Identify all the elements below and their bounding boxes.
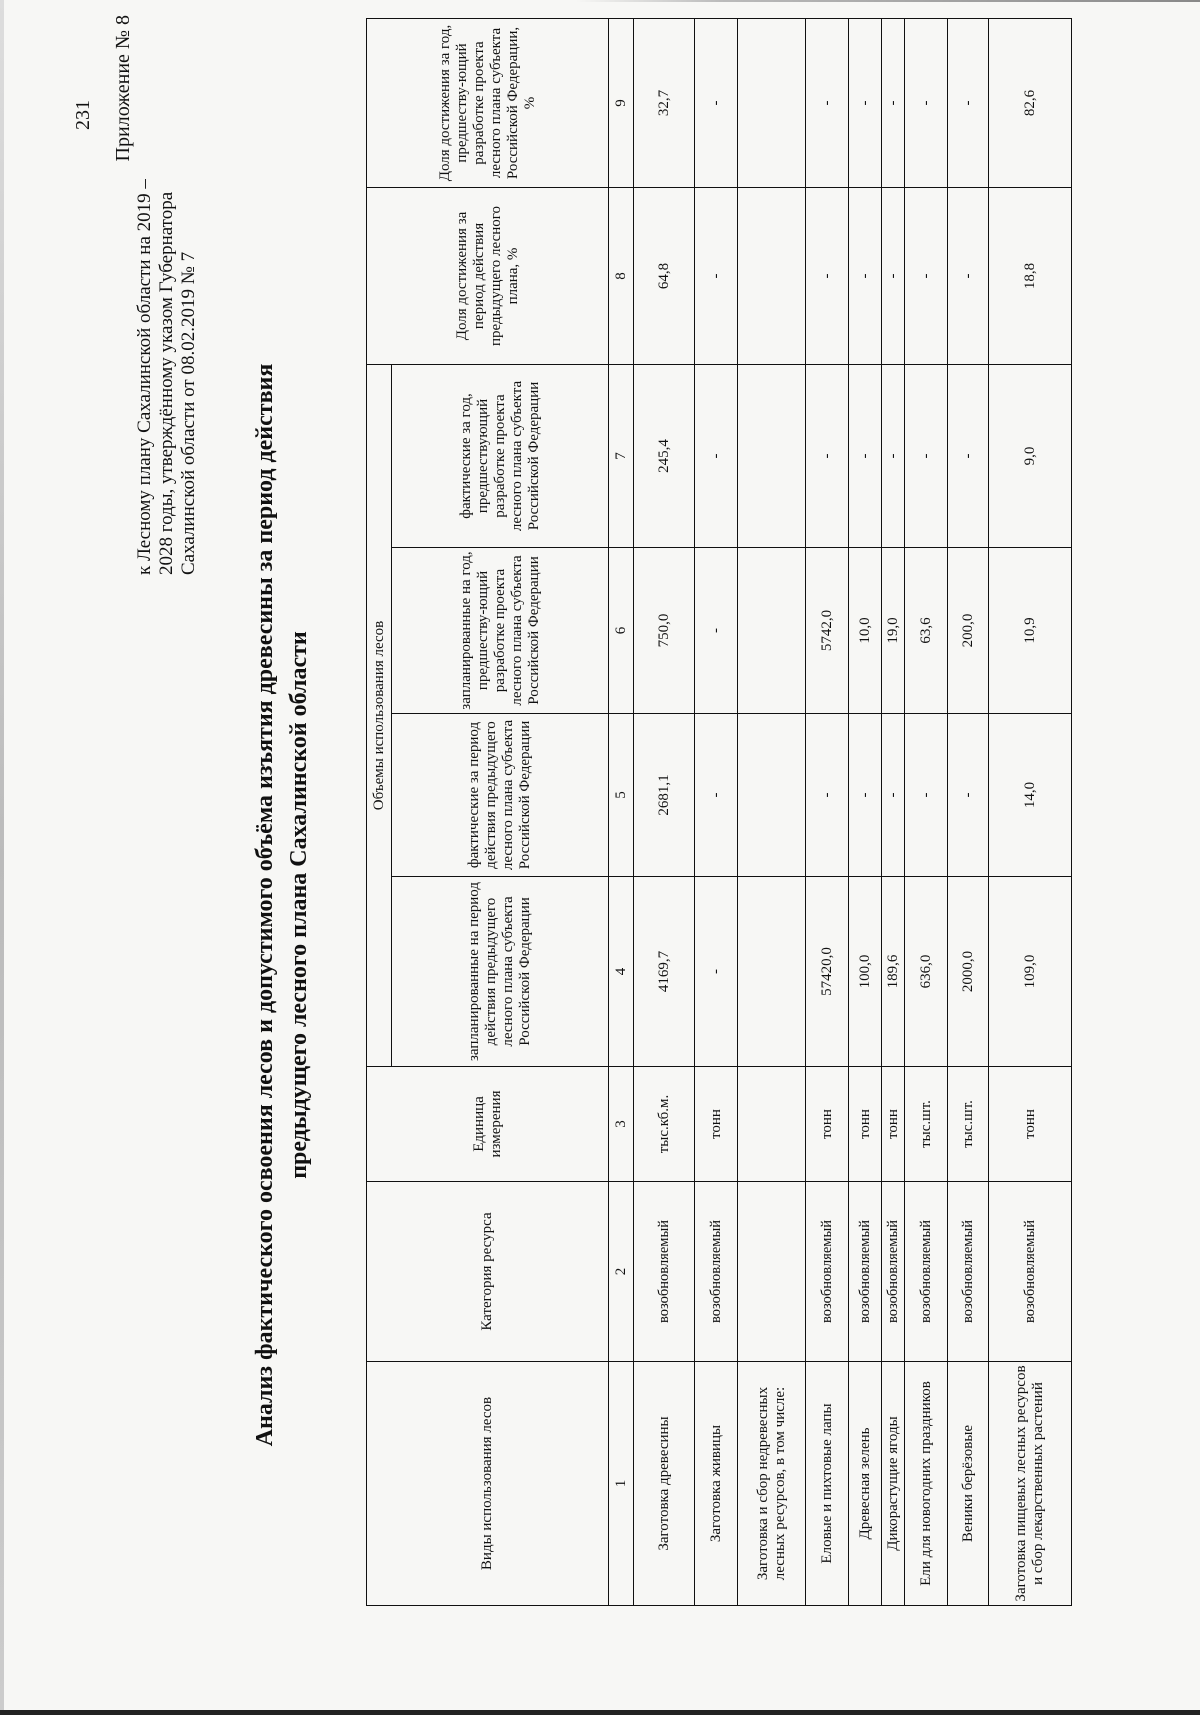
row-value: -: [905, 714, 948, 877]
column-number: 8: [609, 187, 634, 364]
row-value: -: [849, 714, 882, 877]
header-share-period: Доля достижения за период действия предыдущего лесного плана, %: [367, 187, 609, 364]
row-value: 2681,1: [634, 714, 695, 877]
row-unit: тонн: [882, 1067, 905, 1182]
table-row: [634, 18, 695, 1605]
row-value: -: [695, 187, 738, 364]
header-forest-use-type: Виды использования лесов: [367, 1362, 609, 1606]
row-value: -: [948, 714, 989, 877]
column-number: 1: [609, 1362, 634, 1606]
row-forest-use-type: Веники берёзовые: [948, 1362, 989, 1606]
row-value: -: [948, 364, 989, 547]
table-row: [695, 18, 738, 1605]
row-value: -: [806, 714, 849, 877]
column-number: 4: [609, 877, 634, 1067]
row-value: 19,0: [882, 548, 905, 714]
row-resource-category: возобновляемый: [634, 1182, 695, 1362]
row-value: 109,0: [989, 877, 1072, 1067]
row-value: 750,0: [634, 548, 695, 714]
row-value: 245,4: [634, 364, 695, 547]
row-value: -: [806, 18, 849, 187]
column-number: 6: [609, 548, 634, 714]
row-forest-use-type: Заготовка древесины: [634, 1362, 695, 1606]
row-value: -: [695, 364, 738, 547]
row-value: -: [849, 364, 882, 547]
row-value: -: [882, 714, 905, 877]
row-value: 64,8: [634, 187, 695, 364]
header-row: [367, 18, 392, 1605]
table-row: [849, 18, 882, 1605]
row-value: [738, 714, 806, 877]
title-line: предыдущего лесного плана Сахалинской области: [286, 631, 312, 1179]
header-planned-year: запланированные на год, предшеству-ющий разработке проекта лесного плана субъекта Российской Федерации: [392, 548, 609, 714]
row-value: 10,0: [849, 548, 882, 714]
table-row: [738, 18, 806, 1605]
row-unit: тонн: [695, 1067, 738, 1182]
column-number: 3: [609, 1067, 634, 1182]
title-line: Анализ фактического освоения лесов и допустимого объёма изъятия древесины за период действия: [252, 363, 278, 1447]
row-forest-use-type: Дикорастущие ягоды: [882, 1362, 905, 1606]
column-number: 9: [609, 18, 634, 187]
row-resource-category: возобновляемый: [948, 1182, 989, 1362]
header-share-year: Доля достижения за год, предшеству-ющий разработке проекта лесного плана субъекта Российской Федерации, %: [367, 18, 609, 187]
header-planned-period: запланированные на период действия предыдущего лесного плана субъекта Российской Федерации: [392, 877, 609, 1067]
row-unit: тонн: [849, 1067, 882, 1182]
row-resource-category: возобновляемый: [882, 1182, 905, 1362]
row-resource-category: возобновляемый: [989, 1182, 1072, 1362]
appendix-basis-line: 2028 годы, утверждённому указом Губернатора: [156, 191, 177, 575]
row-value: -: [948, 187, 989, 364]
row-value: 5742,0: [806, 548, 849, 714]
row-value: -: [882, 364, 905, 547]
header-volumes-group: Объемы использования лесов: [367, 364, 392, 1066]
header-unit: Единица измерения: [367, 1067, 609, 1182]
row-value: -: [905, 18, 948, 187]
row-value: -: [905, 187, 948, 364]
row-unit: тонн: [989, 1067, 1072, 1182]
row-value: 14,0: [989, 714, 1072, 877]
appendix-basis-line: к Лесному плану Сахалинской области на 2019 –: [134, 179, 155, 575]
row-value: -: [905, 364, 948, 547]
row-resource-category: [738, 1182, 806, 1362]
row-value: 4169,7: [634, 877, 695, 1067]
row-unit: тыс.кб.м.: [634, 1067, 695, 1182]
row-value: -: [882, 18, 905, 187]
row-value: 189,6: [882, 877, 905, 1067]
appendix-basis: [134, 15, 200, 575]
page-number: 231: [72, 100, 94, 130]
row-forest-use-type: Еловые и пихтовые лапы: [806, 1362, 849, 1606]
row-value: -: [695, 877, 738, 1067]
row-value: -: [806, 364, 849, 547]
column-number-row: [609, 18, 634, 1605]
row-value: -: [948, 18, 989, 187]
row-value: -: [806, 187, 849, 364]
row-resource-category: возобновляемый: [849, 1182, 882, 1362]
row-value: 63,6: [905, 548, 948, 714]
row-value: [738, 18, 806, 187]
row-resource-category: возобновляемый: [695, 1182, 738, 1362]
row-value: 2000,0: [948, 877, 989, 1067]
row-unit: тыс.шт.: [948, 1067, 989, 1182]
row-value: 57420,0: [806, 877, 849, 1067]
row-value: 82,6: [989, 18, 1072, 187]
column-number: 5: [609, 714, 634, 877]
row-value: -: [882, 187, 905, 364]
row-value: 18,8: [989, 187, 1072, 364]
header-resource-category: Категория ресурса: [367, 1182, 609, 1362]
row-value: 9,0: [989, 364, 1072, 547]
row-value: -: [695, 18, 738, 187]
row-value: 200,0: [948, 548, 989, 714]
column-number: 7: [609, 364, 634, 547]
table-row: [989, 18, 1072, 1605]
row-value: [738, 548, 806, 714]
row-value: -: [695, 714, 738, 877]
row-value: [738, 364, 806, 547]
row-value: 636,0: [905, 877, 948, 1067]
row-forest-use-type: Заготовка и сбор недревесных лесных ресурсов, в том числе:: [738, 1362, 806, 1606]
appendix-basis-line: Сахалинской области от 08.02.2019 № 7: [178, 251, 199, 575]
row-forest-use-type: Древесная зелень: [849, 1362, 882, 1606]
table-row: [905, 18, 948, 1605]
row-forest-use-type: Ели для новогодних праздников: [905, 1362, 948, 1606]
table-row: [806, 18, 849, 1605]
header-actual-year: фактические за год, предшествующий разработке проекта лесного плана субъекта Российской Федерации: [392, 364, 609, 547]
row-value: [738, 877, 806, 1067]
row-value: [738, 187, 806, 364]
row-value: -: [849, 18, 882, 187]
row-resource-category: возобновляемый: [905, 1182, 948, 1362]
page-title: [248, 195, 316, 1615]
row-forest-use-type: Заготовка пищевых лесных ресурсов и сбор лекарственных растений: [989, 1362, 1072, 1606]
row-value: 10,9: [989, 548, 1072, 714]
row-unit: тыс.шт.: [905, 1067, 948, 1182]
row-value: -: [849, 187, 882, 364]
table-row: [882, 18, 905, 1605]
row-value: 100,0: [849, 877, 882, 1067]
header-actual-period: фактические за период действия предыдущего лесного плана субъекта Российской Федерации: [392, 714, 609, 877]
row-unit: тонн: [806, 1067, 849, 1182]
row-forest-use-type: Заготовка живицы: [695, 1362, 738, 1606]
table-row: [948, 18, 989, 1605]
row-resource-category: возобновляемый: [806, 1182, 849, 1362]
forest-use-analysis-table: [366, 18, 1072, 1606]
row-value: -: [695, 548, 738, 714]
row-value: 32,7: [634, 18, 695, 187]
row-unit: [738, 1067, 806, 1182]
column-number: 2: [609, 1182, 634, 1362]
appendix-label: Приложение № 8: [112, 15, 134, 162]
table-body: [634, 18, 1072, 1605]
